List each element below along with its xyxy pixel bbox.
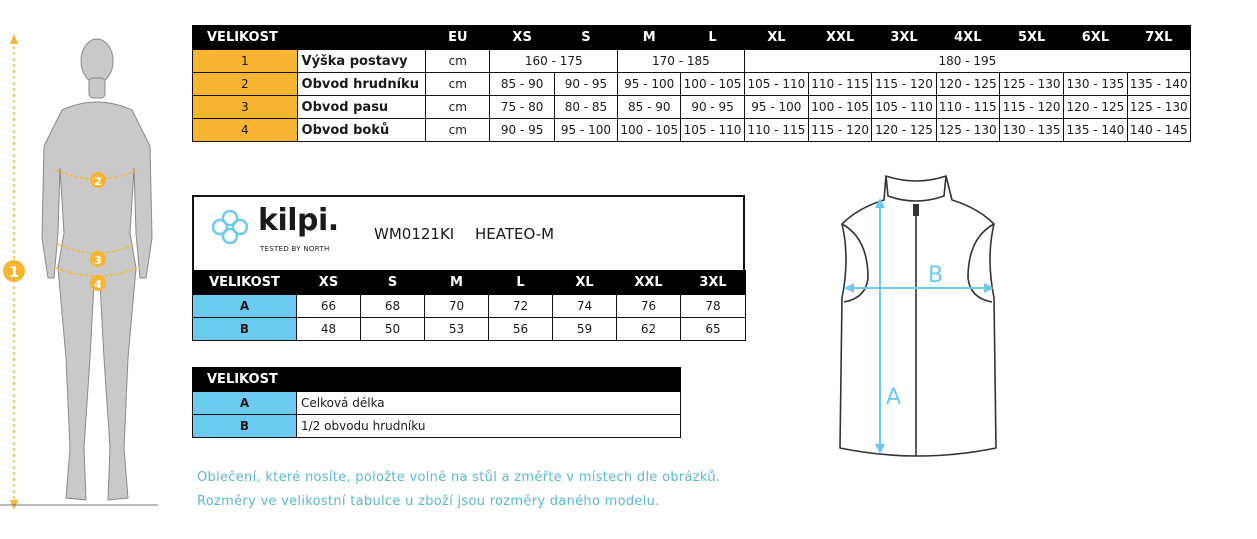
header-eu: EU [426,26,490,50]
header-xxl: XXL [617,271,681,295]
table-cell: 65 [681,318,746,341]
model-code: WM0121KI [374,225,455,243]
table-cell: 105 - 110 [681,119,744,142]
row-unit: cm [426,96,490,119]
row-unit: cm [426,50,490,73]
table-cell: 62 [617,318,681,341]
brand-header [192,195,745,270]
marker-2-label: 2 [94,175,102,188]
brand-tagline: TESTED BY NORTH [260,245,330,253]
table-cell: 53 [425,318,489,341]
table-cell: 68 [361,295,425,318]
header-velikost: VELIKOST [193,368,681,392]
header-xl: XL [553,271,617,295]
header-l: L [489,271,553,295]
header-xl: XL [744,26,808,50]
table-cell: 66 [297,295,361,318]
table-row [193,96,1191,119]
header-7xl: 7XL [1127,26,1190,50]
table-cell: 115 - 120 [872,73,936,96]
table-cell: 125 - 130 [999,73,1063,96]
zipper-pull-icon [913,204,919,216]
table-cell: 85 - 90 [618,96,681,119]
header-3xl: 3XL [681,271,746,295]
row-label: Obvod pasu [297,96,426,119]
header-m: M [618,26,681,50]
table-cell: 74 [553,295,617,318]
body-measurement-figure [0,28,170,513]
table-row [193,119,1191,142]
row-number: 3 [193,96,298,119]
garment-size-table [192,270,746,341]
row-key: B [193,415,297,438]
table-cell: 100 - 105 [809,96,872,119]
instruction-note-1: Oblečení, které nosíte, položte volně na stůl a změřte v místech dle obrázků. [197,470,721,485]
table-cell: 115 - 120 [809,119,872,142]
header-4xl: 4XL [936,26,999,50]
row-number: 2 [193,73,298,96]
table-row [193,415,681,438]
table-cell: 160 - 175 [490,50,618,73]
marker-1-label: 1 [8,263,20,281]
header-velikost: VELIKOST [193,26,298,50]
table-cell: 59 [553,318,617,341]
row-number: 1 [193,50,298,73]
table-row [193,318,746,341]
row-description: 1/2 obvodu hrudníku [297,415,681,438]
table-cell: 72 [489,295,553,318]
table-header-row [193,368,681,392]
table-cell: 50 [361,318,425,341]
table-cell: 105 - 110 [872,96,936,119]
row-label: Výška postavy [297,50,426,73]
row-key: A [193,392,297,415]
header-3xl: 3XL [872,26,936,50]
header-6xl: 6XL [1064,26,1127,50]
row-unit: cm [426,119,490,142]
header-xs: XS [297,271,361,295]
header-5xl: 5XL [999,26,1063,50]
table-cell: 140 - 145 [1127,119,1190,142]
table-cell: 105 - 110 [744,73,808,96]
kilpi-knot-logo-icon [204,209,256,245]
table-cell: 130 - 135 [999,119,1063,142]
vest-label-b: B [928,263,944,288]
header-m: M [425,271,489,295]
table-cell: 180 - 195 [744,50,1190,73]
row-key: A [193,295,297,318]
table-cell: 170 - 185 [618,50,745,73]
table-cell: 76 [617,295,681,318]
table-cell: 78 [681,295,746,318]
table-cell: 120 - 125 [936,73,999,96]
table-cell: 135 - 140 [1127,73,1190,96]
table-cell: 135 - 140 [1064,119,1127,142]
header-xs: XS [490,26,554,50]
row-description: Celková délka [297,392,681,415]
table-header-row [193,26,1191,50]
table-cell: 95 - 100 [618,73,681,96]
table-cell: 90 - 95 [490,119,554,142]
table-row [193,295,746,318]
header-s: S [361,271,425,295]
table-cell: 115 - 120 [999,96,1063,119]
measurement-legend-table [192,367,681,438]
row-unit: cm [426,73,490,96]
table-cell: 95 - 100 [744,96,808,119]
model-name: HEATEO-M [475,225,555,243]
row-number: 4 [193,119,298,142]
table-cell: 125 - 130 [936,119,999,142]
table-cell: 110 - 115 [744,119,808,142]
table-cell: 110 - 115 [936,96,999,119]
vest-label-a: A [886,385,902,410]
table-cell: 90 - 95 [681,96,744,119]
row-label: Obvod hrudníku [297,73,426,96]
body-size-table [192,25,1191,142]
header-xxl: XXL [809,26,872,50]
table-cell: 90 - 95 [554,73,617,96]
header-l: L [681,26,744,50]
table-cell: 125 - 130 [1127,96,1190,119]
table-row [193,50,1191,73]
row-key: B [193,318,297,341]
header-s: S [554,26,617,50]
table-cell: 56 [489,318,553,341]
table-cell: 70 [425,295,489,318]
table-row [193,392,681,415]
row-label: Obvod boků [297,119,426,142]
table-cell: 80 - 85 [554,96,617,119]
header-blank [297,26,426,50]
table-cell: 85 - 90 [490,73,554,96]
vest-diagram [828,168,1008,468]
marker-3-label: 3 [94,254,102,267]
instruction-note-2: Rozměry ve velikostní tabulce u zboží jsou rozměry daného modelu. [197,494,660,509]
table-row [193,73,1191,96]
table-cell: 110 - 115 [809,73,872,96]
table-header-row [193,271,746,295]
header-velikost: VELIKOST [193,271,297,295]
table-cell: 100 - 105 [618,119,681,142]
table-cell: 120 - 125 [872,119,936,142]
table-cell: 95 - 100 [554,119,617,142]
brand-logo-text: kilpi. [258,203,339,238]
table-cell: 120 - 125 [1064,96,1127,119]
marker-4-label: 4 [94,278,102,291]
table-cell: 100 - 105 [681,73,744,96]
table-cell: 75 - 80 [490,96,554,119]
table-cell: 130 - 135 [1064,73,1127,96]
table-cell: 48 [297,318,361,341]
